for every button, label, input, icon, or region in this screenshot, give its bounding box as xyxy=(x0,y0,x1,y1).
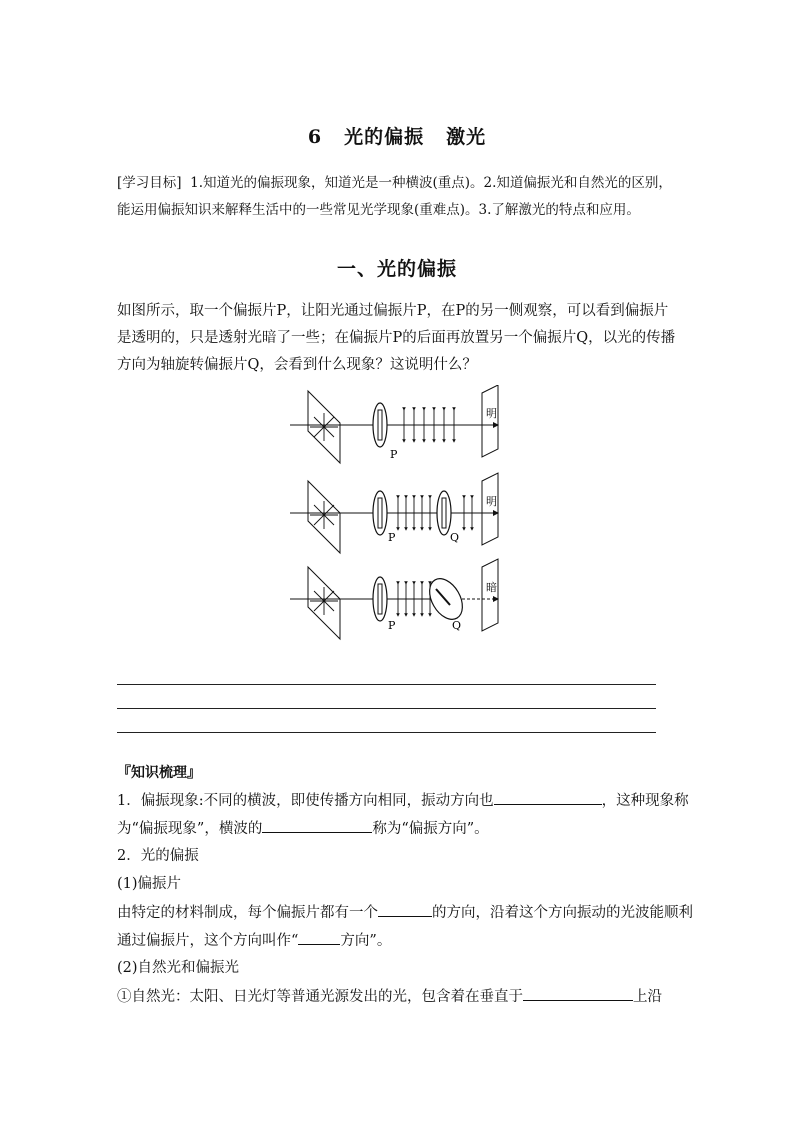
fill-blank[interactable] xyxy=(378,902,432,917)
label-q: Q xyxy=(450,531,460,544)
label-p: P xyxy=(388,619,396,632)
figure-row-3 xyxy=(290,559,498,639)
text-segment: 为“偏振现象”，横波的 xyxy=(117,821,263,837)
fill-blank[interactable] xyxy=(523,986,633,1001)
text-segment: ，这种现象称 xyxy=(601,793,689,809)
lesson-title: 光的偏振 xyxy=(344,126,425,148)
answer-line[interactable] xyxy=(117,684,656,685)
natural-light-star-icon xyxy=(310,587,338,615)
text-segment: 方向”。 xyxy=(340,933,392,949)
objectives-label: [学习目标] xyxy=(117,175,182,191)
knowledge-item-1-cont xyxy=(117,818,682,839)
polarization-figure xyxy=(280,385,520,645)
screen xyxy=(482,559,498,631)
text-segment: 通过偏振片，这个方向叫作“ xyxy=(117,933,299,949)
knowledge-sub-2-text xyxy=(117,986,682,1007)
screen-label: 明 xyxy=(486,407,497,420)
screen-label: 暗 xyxy=(486,581,497,594)
knowledge-sub-2: (2)自然光和偏振光 xyxy=(117,960,240,976)
fill-blank[interactable] xyxy=(298,930,340,945)
figure-row-1 xyxy=(290,385,498,463)
text-segment: ①自然光：太阳、日光灯等普通光源发出的光，包含着在垂直于 xyxy=(117,989,523,1005)
screen xyxy=(482,473,498,545)
knowledge-item-1 xyxy=(117,790,689,811)
label-p: P xyxy=(388,531,396,544)
text-segment: 上沿 xyxy=(633,989,662,1005)
natural-light-star-icon xyxy=(310,501,338,529)
fill-blank[interactable] xyxy=(494,790,602,805)
knowledge-heading: 『知识梳理』 xyxy=(117,765,201,781)
objectives-text: 1.知道光的偏振现象，知道光是一种横波(重点)。2.知道偏振光和自然光的区别，能运用偏振知识来解释生活中的一些常见光学现象(重难点)。3.了解激光的特点和应用。 xyxy=(117,175,672,218)
lesson-subtitle: 激光 xyxy=(446,126,487,148)
label-q: Q xyxy=(452,619,462,632)
answer-line[interactable] xyxy=(117,708,656,709)
text-segment: 1．偏振现象:不同的横波，即使传播方向相同，振动方向也 xyxy=(117,793,494,809)
knowledge-item-2: 2．光的偏振 xyxy=(117,848,199,864)
screen-label: 明 xyxy=(486,495,497,508)
page-title xyxy=(0,122,794,149)
section-intro: 如图所示，取一个偏振片P，让阳光通过偏振片P，在P的另一侧观察，可以看到偏振片是透明的，只是透射光暗了一些；在偏振片P的后面再放置另一个偏振片Q，以光的传播方向为轴旋转偏振片Q，会看到什么现象？这说明什么？ xyxy=(117,303,676,373)
answer-line[interactable] xyxy=(117,732,656,733)
knowledge-sub-1-cont xyxy=(117,930,682,951)
text-segment: 称为“偏振方向”。 xyxy=(372,821,489,837)
figure-row-2 xyxy=(290,473,498,553)
knowledge-sub-1: (1)偏振片 xyxy=(117,876,182,892)
label-p: P xyxy=(390,448,398,461)
text-segment: 由特定的材料制成，每个偏振片都有一个 xyxy=(117,905,378,921)
text-segment: 的方向，沿着这个方向振动的光波能顺利 xyxy=(432,905,693,921)
fill-blank[interactable] xyxy=(262,818,372,833)
lesson-number: 6 xyxy=(307,126,323,148)
natural-light-star-icon xyxy=(310,413,338,441)
screen xyxy=(482,385,498,457)
learning-objectives xyxy=(117,170,679,224)
knowledge-sub-1-text xyxy=(117,902,693,923)
section-title: 一、光的偏振 xyxy=(336,258,457,280)
